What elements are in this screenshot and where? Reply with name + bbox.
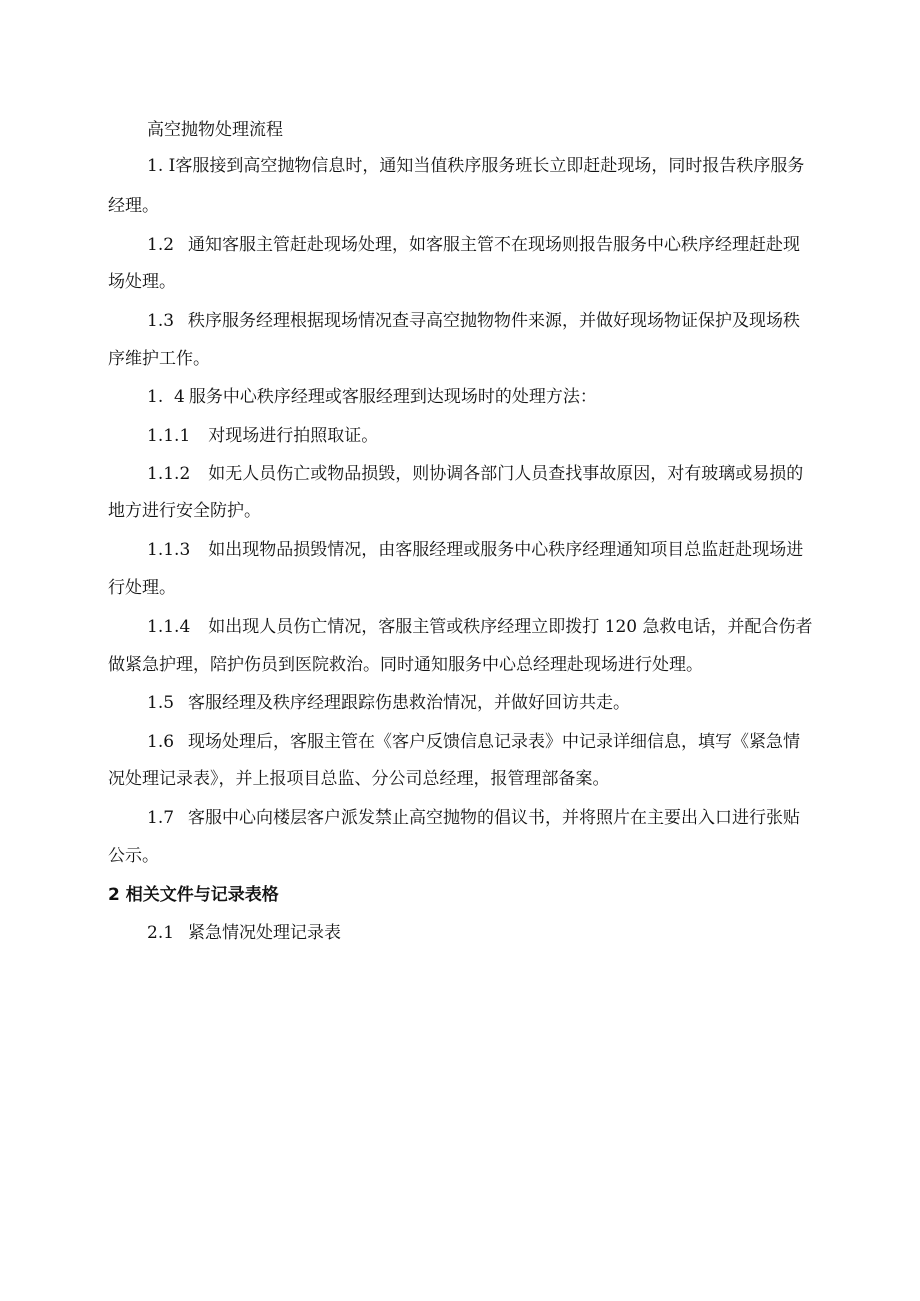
item-1-1-3-continuation: 行处理。 <box>108 578 176 598</box>
item-1-7-continuation: 公示。 <box>108 846 159 866</box>
item-number: 1.1.1 <box>147 426 191 446</box>
item-1-1-2-continuation: 地方进行安全防护。 <box>108 501 261 521</box>
item-text: 对现场进行拍照取证。 <box>208 426 379 446</box>
item-1-7-line <box>147 807 800 829</box>
item-1-6-line <box>147 731 800 753</box>
item-number: 1.3 <box>147 311 175 331</box>
item-text: 客服中心向楼层客户派发禁止高空抛物的倡议书，并将照片在主要出入口进行张贴 <box>188 808 801 828</box>
item-text: 如出现物品损毁情况，由客服经理或服务中心秩序经理通知项目总监赶赴现场进 <box>208 540 804 560</box>
item-text: 如出现人员伤亡情况，客服主管或秩序经理立即拨打 120 急救电话，并配合伤者 <box>208 617 813 637</box>
item-text: 如无人员伤亡或物品损毁，则协调各部门人员查找事故原因，对有玻璃或易损的 <box>208 464 804 484</box>
item-number: 2.1 <box>147 923 175 943</box>
item-1-1-1-line <box>147 425 378 447</box>
item-1-1-continuation: 经理。 <box>108 196 159 216</box>
item-text: 服务中心秩序经理或客服经理到达现场时的处理方法： <box>188 387 597 407</box>
item-1-1-line <box>147 155 804 177</box>
item-text: 紧急情况处理记录表 <box>188 923 342 943</box>
item-1-3-line <box>147 310 800 332</box>
item-1-5-line <box>147 692 630 714</box>
item-1-6-continuation: 况处理记录表》，并上报项目总监、分公司总经理，报管理部备案。 <box>108 769 610 789</box>
item-1-3-continuation: 序维护工作。 <box>108 349 210 369</box>
item-1-1-4-continuation: 做紧急护理，陪护伤员到医院救治。同时通知服务中心总经理赴现场进行处理。 <box>108 655 703 675</box>
item-1-2-continuation: 场处理。 <box>108 272 176 292</box>
item-number: 1.6 <box>147 732 175 752</box>
item-number: 1.1.2 <box>147 464 191 484</box>
item-text: 客服经理及秩序经理跟踪伤患救治情况，并做好回访共走。 <box>188 693 631 713</box>
item-text: 客服接到高空抛物信息时，通知当值秩序服务班长立即赶赴现场，同时报告秩序服务 <box>175 156 805 176</box>
item-1-2-line <box>147 234 800 256</box>
item-1-1-4-line <box>147 616 813 638</box>
item-number: 1. 4 <box>147 387 185 407</box>
item-2-1-line <box>147 922 341 944</box>
item-number: 1.5 <box>147 693 175 713</box>
document-title: 高空抛物处理流程 <box>147 120 283 140</box>
item-number: 1.7 <box>147 808 175 828</box>
item-number: 1.1.4 <box>147 617 191 637</box>
item-text: 通知客服主管赶赴现场处理，如客服主管不在现场则报告服务中心秩序经理赶赴现 <box>188 235 801 255</box>
item-1-1-3-line <box>147 539 803 561</box>
section-2-heading: 2 相关文件与记录表格 <box>108 885 279 905</box>
item-1-4-line <box>147 386 597 408</box>
item-number: 1. I <box>147 156 176 176</box>
item-1-1-2-line <box>147 463 803 485</box>
item-text: 秩序服务经理根据现场情况查寻高空抛物物件来源，并做好现场物证保护及现场秩 <box>188 311 801 331</box>
item-number: 1.2 <box>147 235 175 255</box>
item-text: 现场处理后，客服主管在《客户反馈信息记录表》中记录详细信息，填写《紧急情 <box>188 732 801 752</box>
item-number: 1.1.3 <box>147 540 191 560</box>
